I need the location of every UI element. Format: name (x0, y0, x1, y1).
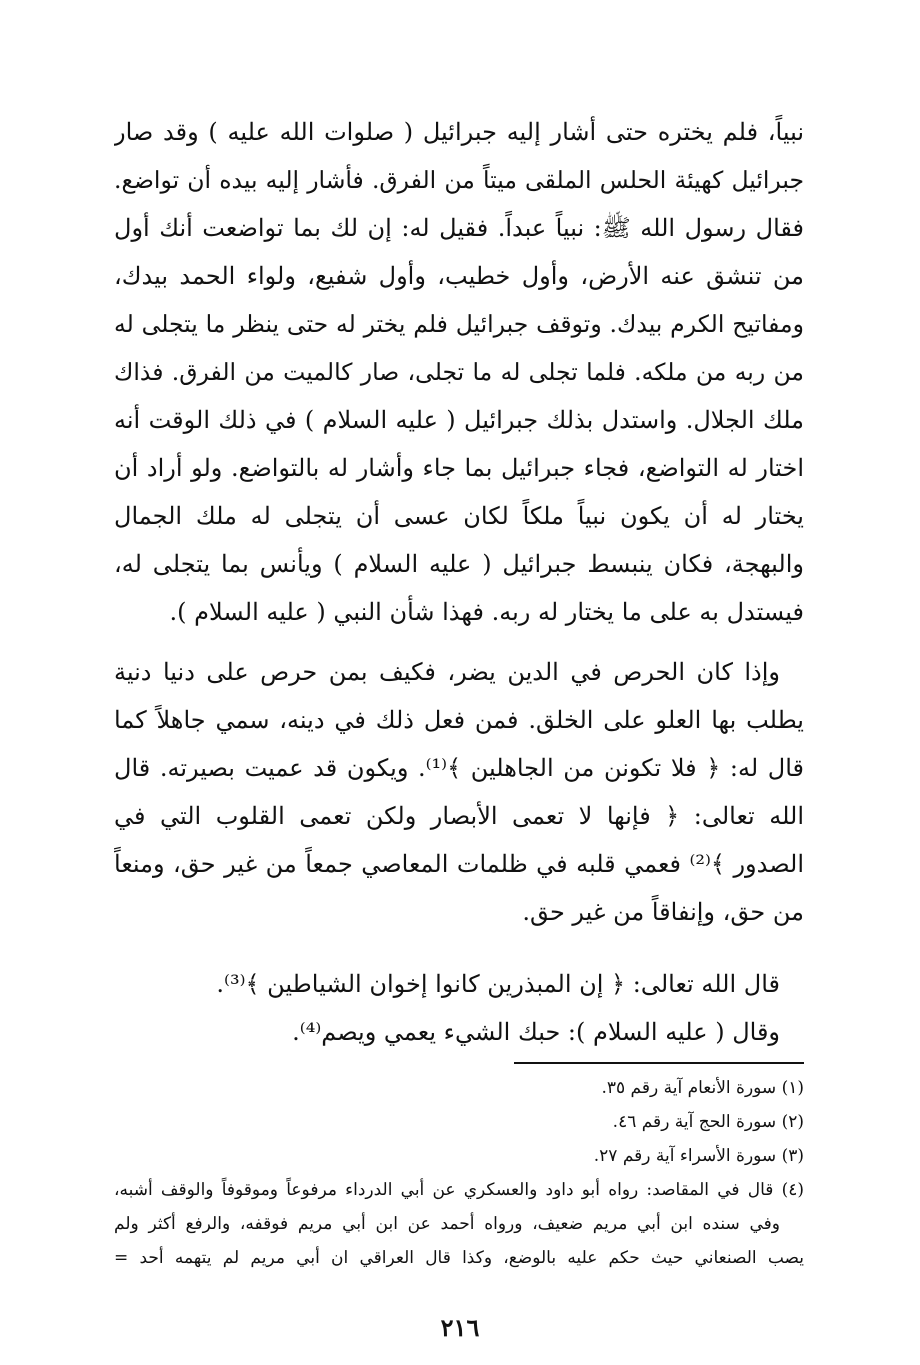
text-line: اختار له التواضع، فجاء جبرائيل بما جاء وأشار له بالتواضع. ولو أراد أن (114, 454, 804, 482)
hadith-line: وقال ( عليه السلام ): حبك الشيء يعمي ويصم⁽⁴⁾. (292, 1018, 780, 1046)
text-line: من ربه من ملكه. فلما تجلى له ما تجلى، صار كالميت من الفرق. فذاك (114, 358, 804, 386)
page-number: ٢١٦ (440, 1313, 480, 1342)
text-line: الصدور ﴾⁽²⁾ فعمي قلبه في ظلمات المعاصي جمعاً من غير حق، ومنعاً (114, 850, 804, 878)
text-line: من تنشق عنه الأرض، وأول خطيب، وأول شفيع، ولواء الحمد بيدك، (114, 262, 804, 290)
text-line: ملك الجلال. واستدل بذلك جبرائيل ( عليه السلام ) في ذلك الوقت أنه (114, 406, 804, 434)
footnote: (٣) سورة الأسراء آية رقم ٢٧. (593, 1146, 804, 1166)
text-line: والبهجة، فكان ينبسط جبرائيل ( عليه السلام ) ويأنس بما يتجلى له، (114, 550, 804, 578)
footnote: وفي سنده ابن أبي مريم ضعيف، ورواه أحمد عن ابن أبي مريم فوقفه، والرفع أكثر ولم (114, 1214, 780, 1234)
footnote: (٢) سورة الحج آية رقم ٤٦. (612, 1112, 804, 1132)
text-line: من حق، وإنفاقاً من غير حق. (522, 898, 804, 926)
footnote: (١) سورة الأنعام آية رقم ٣٥. (601, 1078, 804, 1098)
quran-quote-line: قال الله تعالى: ﴿ إن المبذرين كانوا إخوان الشياطين ﴾⁽³⁾. (216, 970, 780, 998)
footnote: يصب الصنعاني حيث حكم عليه بالوضع، وكذا قال العراقي ان أبي مريم لم يتهمه أحد = (114, 1248, 804, 1268)
text-line: الله تعالى: ﴿ فإنها لا تعمى الأبصار ولكن تعمى القلوب التي في (114, 802, 804, 830)
text-line: قال له: ﴿ فلا تكونن من الجاهلين ﴾⁽¹⁾. ويكون قد عميت بصيرته. قال (114, 754, 804, 782)
text-line: فقال رسول الله ﷺ: نبياً عبداً. فقيل له: إن لك بما تواضعت أنك أول (114, 214, 804, 242)
text-line: جبرائيل كهيئة الحلس الملقى ميتاً من الفرق. فأشار إليه بيده أن تواضع. (114, 166, 804, 194)
text-line: فيستدل به على ما يختار له ربه. فهذا شأن النبي ( عليه السلام ). (169, 598, 804, 626)
text-line: يطلب بها العلو على الخلق. فمن فعل ذلك في دينه، سمي جاهلاً كما (114, 706, 804, 734)
text-line: يختار له أن يكون نبياً ملكاً لكان عسى أن يتجلى له ملك الجمال (114, 502, 804, 530)
text-line: نبياً، فلم يختره حتى أشار إليه جبرائيل ( صلوات الله عليه ) وقد صار (114, 118, 804, 146)
text-line: وإذا كان الحرص في الدين يضر، فكيف بمن حرص على دنيا دنية (114, 658, 780, 686)
text-line: ومفاتيح الكرم بيدك. وتوقف جبرائيل فلم يختر له حتى ينظر ما يتجلى له (114, 310, 804, 338)
footnote-divider (514, 1062, 804, 1064)
footnote: (٤) قال في المقاصد: رواه أبو داود والعسكري عن أبي الدرداء مرفوعاً وموقوفاً والوقف أشبه، (114, 1180, 804, 1200)
